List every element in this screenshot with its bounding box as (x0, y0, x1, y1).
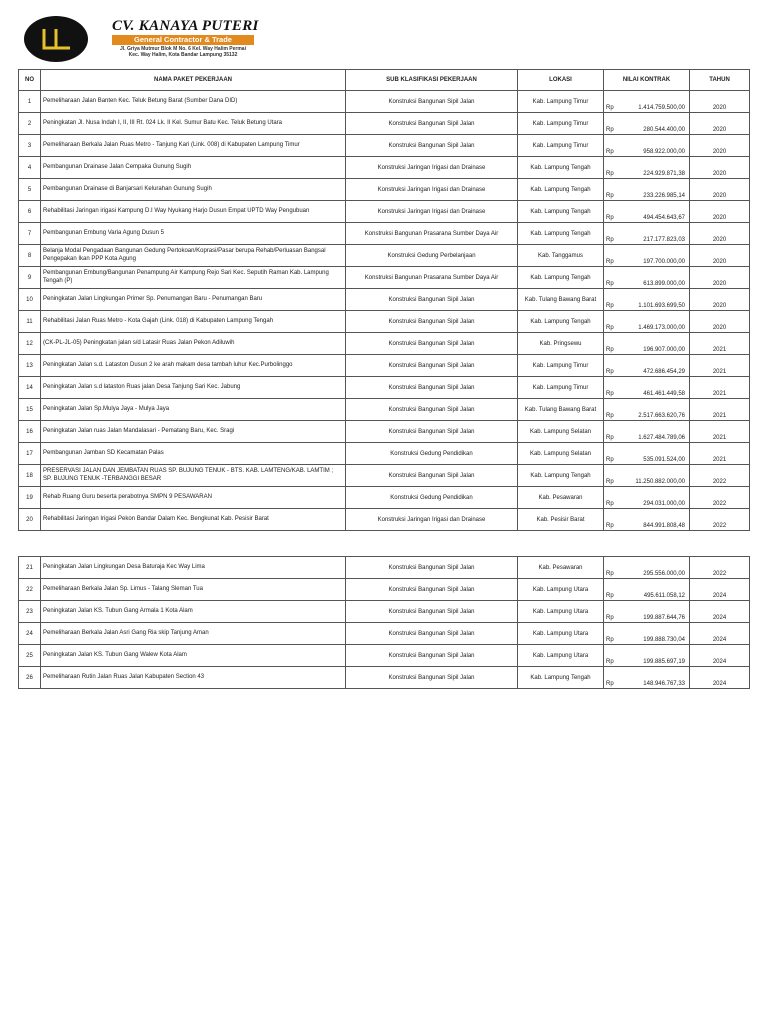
contract-year: 2020 (690, 113, 750, 135)
package-name: Pembangunan Jamban SD Kecamatan Palas (41, 443, 346, 465)
sub-classification: Konstruksi Bangunan Sipil Jalan (346, 399, 518, 421)
currency-label: Rp (606, 457, 614, 463)
contract-value (604, 333, 690, 355)
table-row (19, 557, 750, 579)
location: Kab. Lampung Timur (518, 377, 604, 399)
sub-classification: Konstruksi Bangunan Prasarana Sumber Daya Air (346, 267, 518, 289)
table-row (19, 223, 750, 245)
package-name: Pemeliharaan Rutin Jalan Ruas Jalan Kabupaten Section 43 (41, 667, 346, 689)
sub-classification: Konstruksi Bangunan Sipil Jalan (346, 465, 518, 487)
location: Kab. Lampung Tengah (518, 179, 604, 201)
contract-amount: 535.091.524,00 (643, 457, 685, 463)
row-number: 1 (19, 91, 41, 113)
currency-label: Rp (606, 149, 614, 155)
location: Kab. Lampung Tengah (518, 223, 604, 245)
contract-amount: 472.686.454,29 (643, 369, 685, 375)
contract-value (604, 289, 690, 311)
package-name: Pemeliharaan Berkala Jalan Ruas Metro - Tanjung Kari (Link. 008) di Kabupaten Lampung Timur (41, 135, 346, 157)
contract-value (604, 645, 690, 667)
contract-value (604, 667, 690, 689)
address-line-2: Kec. Way Halim, Kota Bandar Lampung 35132 (128, 52, 238, 58)
contract-amount: 461.461.449,58 (643, 391, 685, 397)
contract-year: 2022 (690, 557, 750, 579)
package-name: Peningkatan Jalan Lingkungan Primer Sp. Penumangan Baru - Penumangan Baru (41, 289, 346, 311)
location: Kab. Lampung Utara (518, 645, 604, 667)
sub-classification: Konstruksi Jaringan Irigasi dan Drainase (346, 509, 518, 531)
package-name: Pemeliharaan Berkala Jalan Asri Gang Ria skip Tanjung Aman (41, 623, 346, 645)
contract-table-page-2 (18, 556, 750, 689)
sub-classification: Konstruksi Gedung Pendidikan (346, 443, 518, 465)
table-row (19, 623, 750, 645)
contract-amount: 148.946.767,33 (643, 681, 685, 687)
contract-value (604, 623, 690, 645)
company-logo (24, 16, 88, 62)
row-number: 4 (19, 157, 41, 179)
package-name: Peningkatan Jalan Lingkungan Desa Baturaja Kec Way Lima (41, 557, 346, 579)
sub-classification: Konstruksi Bangunan Sipil Jalan (346, 579, 518, 601)
contract-amount: 958.922.000,00 (643, 149, 685, 155)
sub-classification: Konstruksi Gedung Pendidikan (346, 487, 518, 509)
sub-classification: Konstruksi Bangunan Prasarana Sumber Daya Air (346, 223, 518, 245)
location: Kab. Lampung Utara (518, 601, 604, 623)
contract-year: 2021 (690, 355, 750, 377)
table-row (19, 311, 750, 333)
company-name: CV. KANAYA PUTERI (112, 18, 259, 34)
contract-value (604, 179, 690, 201)
currency-label: Rp (606, 501, 614, 507)
row-number: 24 (19, 623, 41, 645)
package-name: Peningkatan Jalan s.d. Lataston Dusun 2 ke arah makam desa tambah luhur Kec.Purbolinggo (41, 355, 346, 377)
sub-classification: Konstruksi Jaringan Irigasi dan Drainase (346, 157, 518, 179)
sub-classification: Konstruksi Jaringan Irigasi dan Drainase (346, 201, 518, 223)
currency-label: Rp (606, 369, 614, 375)
contract-value (604, 377, 690, 399)
header-contract-value: NILAI KONTRAK (604, 70, 690, 91)
contract-value (604, 487, 690, 509)
company-address (112, 46, 254, 58)
contract-year: 2021 (690, 377, 750, 399)
contract-amount: 217.177.823,03 (643, 237, 685, 243)
contract-year: 2021 (690, 399, 750, 421)
package-name: Rehabilitasi Jaringan Irigasi Pekon Bandar Dalam Kec. Bengkunat Kab. Pesisir Barat (41, 509, 346, 531)
sub-classification: Konstruksi Bangunan Sipil Jalan (346, 645, 518, 667)
currency-label: Rp (606, 127, 614, 133)
currency-label: Rp (606, 523, 614, 529)
package-name: Pembangunan Embung Varia Agung Dusun 5 (41, 223, 346, 245)
contract-amount: 295.556.000,00 (643, 571, 685, 577)
package-name: Peningkatan Jalan ruas Jalan Mandalasari - Pematang Baru, Kec. Sragi (41, 421, 346, 443)
sub-classification: Konstruksi Jaringan Irigasi dan Drainase (346, 179, 518, 201)
currency-label: Rp (606, 637, 614, 643)
contract-value (604, 311, 690, 333)
currency-label: Rp (606, 325, 614, 331)
table-header-row (19, 70, 750, 91)
currency-label: Rp (606, 105, 614, 111)
contract-amount: 1.627.484.789,06 (638, 435, 685, 441)
package-name: Peningkatan Jalan KS. Tubun Gang Armala 1 Kota Alam (41, 601, 346, 623)
contract-year: 2021 (690, 443, 750, 465)
sub-classification: Konstruksi Bangunan Sipil Jalan (346, 421, 518, 443)
location: Kab. Pesawaran (518, 487, 604, 509)
table-row (19, 487, 750, 509)
table-row (19, 667, 750, 689)
table-row (19, 509, 750, 531)
contract-year: 2020 (690, 201, 750, 223)
contract-amount: 1.101.693.699,50 (638, 303, 685, 309)
contract-year: 2020 (690, 311, 750, 333)
row-number: 11 (19, 311, 41, 333)
row-number: 7 (19, 223, 41, 245)
location: Kab. Lampung Tengah (518, 267, 604, 289)
contract-year: 2024 (690, 623, 750, 645)
contract-value (604, 601, 690, 623)
sub-classification: Konstruksi Bangunan Sipil Jalan (346, 623, 518, 645)
address-line-1: Jl. Griya Mutmur Blok M No. 6 Kel. Way Halim Permai (120, 46, 246, 52)
contract-amount: 1.469.173.000,00 (638, 325, 685, 331)
location: Kab. Lampung Utara (518, 579, 604, 601)
currency-label: Rp (606, 347, 614, 353)
contract-year: 2020 (690, 267, 750, 289)
contract-amount: 495.611.058,12 (643, 593, 685, 599)
table-row (19, 267, 750, 289)
sub-classification: Konstruksi Bangunan Sipil Jalan (346, 311, 518, 333)
row-number: 9 (19, 267, 41, 289)
sub-classification: Konstruksi Bangunan Sipil Jalan (346, 355, 518, 377)
contract-amount: 844.991.808,48 (643, 523, 685, 529)
contract-year: 2020 (690, 245, 750, 267)
location: Kab. Lampung Utara (518, 623, 604, 645)
contract-value (604, 157, 690, 179)
contract-amount: 494.454.643,67 (643, 215, 685, 221)
row-number: 13 (19, 355, 41, 377)
currency-label: Rp (606, 659, 614, 665)
sub-classification: Konstruksi Bangunan Sipil Jalan (346, 667, 518, 689)
contract-year: 2024 (690, 645, 750, 667)
row-number: 3 (19, 135, 41, 157)
row-number: 19 (19, 487, 41, 509)
contract-value (604, 91, 690, 113)
table-row (19, 377, 750, 399)
package-name: Pemeliharaan Jalan Banten Kec. Teluk Betung Barat (Sumber Dana DID) (41, 91, 346, 113)
row-number: 20 (19, 509, 41, 531)
currency-label: Rp (606, 281, 614, 287)
table-row (19, 399, 750, 421)
row-number: 21 (19, 557, 41, 579)
row-number: 22 (19, 579, 41, 601)
table-row (19, 421, 750, 443)
contract-value (604, 399, 690, 421)
row-number: 5 (19, 179, 41, 201)
contract-table-page-1 (18, 69, 750, 531)
package-name: (CK-PL-JL-05) Peningkatan jalan s/d Latasir Ruas Jalan Pekon Adiluwih (41, 333, 346, 355)
contract-amount: 199.887.644,76 (643, 615, 685, 621)
row-number: 6 (19, 201, 41, 223)
contract-year: 2020 (690, 289, 750, 311)
location: Kab. Lampung Timur (518, 355, 604, 377)
sub-classification: Konstruksi Bangunan Sipil Jalan (346, 135, 518, 157)
contract-value (604, 201, 690, 223)
row-number: 15 (19, 399, 41, 421)
table-row (19, 201, 750, 223)
contract-year: 2022 (690, 509, 750, 531)
location: Kab. Tulang Bawang Barat (518, 399, 604, 421)
contract-value (604, 509, 690, 531)
location: Kab. Pringsewu (518, 333, 604, 355)
package-name: Peningkatan Jalan KS. Tubun Gang Walew Kota Alam (41, 645, 346, 667)
sub-classification: Konstruksi Bangunan Sipil Jalan (346, 377, 518, 399)
sub-classification: Konstruksi Gedung Perbelanjaan (346, 245, 518, 267)
location: Kab. Lampung Selatan (518, 443, 604, 465)
header-no: NO (19, 70, 41, 91)
package-name: Pembangunan Embung/Bangunan Penampung Air Kampung Rejo Sari Kec. Seputih Raman Kab. Lampung Tengah (P) (41, 267, 346, 289)
package-name: Pemeliharaan Berkala Jalan Sp. Limus - Talang Sleman Tua (41, 579, 346, 601)
currency-label: Rp (606, 571, 614, 577)
contract-amount: 199.885.697,19 (643, 659, 685, 665)
location: Kab. Lampung Tengah (518, 201, 604, 223)
sub-classification: Konstruksi Bangunan Sipil Jalan (346, 91, 518, 113)
currency-label: Rp (606, 303, 614, 309)
contract-amount: 197.700.000,00 (643, 259, 685, 265)
sub-classification: Konstruksi Bangunan Sipil Jalan (346, 333, 518, 355)
contract-year: 2020 (690, 179, 750, 201)
table-row (19, 355, 750, 377)
package-name: Pembangunan Drainase Jalan Cempaka Gunung Sugih (41, 157, 346, 179)
currency-label: Rp (606, 681, 614, 687)
row-number: 25 (19, 645, 41, 667)
package-name: Pembangunan Drainase di Banjarsari Kelurahan Gunung Sugih (41, 179, 346, 201)
package-name: Belanja Modal Pengadaan Bangunan Gedung Pertokoan/Koprasi/Pasar berupa Rehab/Perluasan Bangsal Pengepakan Ikan PPP Kota Agung (41, 245, 346, 267)
contract-year: 2020 (690, 91, 750, 113)
contract-amount: 196.907.000,00 (643, 347, 685, 353)
contract-value (604, 113, 690, 135)
contract-amount: 1.414.759.500,00 (638, 105, 685, 111)
location: Kab. Lampung Tengah (518, 465, 604, 487)
contract-year: 2024 (690, 667, 750, 689)
package-name: Peningkatan Jalan Sp.Mulya Jaya - Mulya Jaya (41, 399, 346, 421)
package-name: Rehabilitasi Jaringan irigasi Kampung D.I Way Nyukang Harjo Dusun Empat UPTD Way Pengubuan (41, 201, 346, 223)
currency-label: Rp (606, 593, 614, 599)
table-row (19, 113, 750, 135)
row-number: 18 (19, 465, 41, 487)
row-number: 12 (19, 333, 41, 355)
table-row (19, 443, 750, 465)
package-name: PRESERVASI JALAN DAN JEMBATAN RUAS SP. BUJUNG TENUK - BTS. KAB. LAMTENG/KAB. LAMTIM ; SP. BUJUNG TENUK -TERBANGGI BESAR (41, 465, 346, 487)
company-tagline: General Contractor & Trade (112, 35, 254, 45)
location: Kab. Tulang Bawang Barat (518, 289, 604, 311)
currency-label: Rp (606, 615, 614, 621)
row-number: 16 (19, 421, 41, 443)
currency-label: Rp (606, 237, 614, 243)
row-number: 2 (19, 113, 41, 135)
location: Kab. Lampung Selatan (518, 421, 604, 443)
package-name: Peningkatan Jalan s.d lataston Ruas jalan Desa Tanjung Sari Kec. Jabung (41, 377, 346, 399)
location: Kab. Lampung Timur (518, 113, 604, 135)
currency-label: Rp (606, 391, 614, 397)
contract-year: 2022 (690, 465, 750, 487)
currency-label: Rp (606, 193, 614, 199)
location: Kab. Tanggamus (518, 245, 604, 267)
row-number: 10 (19, 289, 41, 311)
row-number: 23 (19, 601, 41, 623)
header-location: LOKASI (518, 70, 604, 91)
package-name: Rehabilitasi Jalan Ruas Metro - Kota Gajah (Link. 018) di Kabupaten Lampung Tengah (41, 311, 346, 333)
header-package-name: NAMA PAKET PEKERJAAN (41, 70, 346, 91)
contract-value (604, 579, 690, 601)
contract-year: 2021 (690, 421, 750, 443)
location: Kab. Lampung Tengah (518, 157, 604, 179)
currency-label: Rp (606, 435, 614, 441)
contract-value (604, 135, 690, 157)
table-row (19, 579, 750, 601)
header-sub-classification: SUB KLASIFIKASI PEKERJAAN (346, 70, 518, 91)
contract-year: 2022 (690, 487, 750, 509)
contract-year: 2021 (690, 333, 750, 355)
table-row (19, 245, 750, 267)
row-number: 8 (19, 245, 41, 267)
sub-classification: Konstruksi Bangunan Sipil Jalan (346, 557, 518, 579)
location: Kab. Lampung Tengah (518, 311, 604, 333)
row-number: 26 (19, 667, 41, 689)
contract-amount: 233.226.985,14 (643, 193, 685, 199)
letterhead (20, 14, 280, 66)
location: Kab. Lampung Tengah (518, 667, 604, 689)
contract-year: 2024 (690, 601, 750, 623)
package-name: Peningkatan Jl. Nusa Indah I, II, III Rt. 024 Lk. II Kel. Sumur Batu Kec. Teluk Betung Utara (41, 113, 346, 135)
contract-value (604, 245, 690, 267)
row-number: 17 (19, 443, 41, 465)
currency-label: Rp (606, 259, 614, 265)
currency-label: Rp (606, 215, 614, 221)
contract-year: 2024 (690, 579, 750, 601)
table-row (19, 645, 750, 667)
contract-amount: 11.250.882.000,00 (635, 479, 685, 485)
contract-year: 2020 (690, 223, 750, 245)
contract-amount: 199.888.730,04 (643, 637, 685, 643)
table-row (19, 135, 750, 157)
header-year: TAHUN (690, 70, 750, 91)
table-row (19, 465, 750, 487)
table-row (19, 601, 750, 623)
contract-value (604, 465, 690, 487)
contract-value (604, 355, 690, 377)
contract-amount: 280.544.400,00 (643, 127, 685, 133)
sub-classification: Konstruksi Bangunan Sipil Jalan (346, 601, 518, 623)
location: Kab. Lampung Timur (518, 91, 604, 113)
table-row (19, 179, 750, 201)
contract-amount: 224.929.871,38 (643, 171, 685, 177)
currency-label: Rp (606, 479, 614, 485)
table-row (19, 91, 750, 113)
contract-value (604, 421, 690, 443)
location: Kab. Lampung Timur (518, 135, 604, 157)
contract-value (604, 443, 690, 465)
location: Kab. Pesawaran (518, 557, 604, 579)
table-row (19, 157, 750, 179)
location: Kab. Pesisir Barat (518, 509, 604, 531)
contract-value (604, 223, 690, 245)
contract-year: 2020 (690, 157, 750, 179)
row-number: 14 (19, 377, 41, 399)
logo-ll-icon (42, 28, 72, 50)
currency-label: Rp (606, 171, 614, 177)
contract-amount: 294.031.000,00 (643, 501, 685, 507)
contract-amount: 2.517.663.620,76 (638, 413, 685, 419)
table-row (19, 289, 750, 311)
contract-amount: 613.899.000,00 (643, 281, 685, 287)
sub-classification: Konstruksi Bangunan Sipil Jalan (346, 113, 518, 135)
currency-label: Rp (606, 413, 614, 419)
contract-year: 2020 (690, 135, 750, 157)
table-row (19, 333, 750, 355)
package-name: Rehab Ruang Guru beserta perabotnya SMPN 9 PESAWARAN (41, 487, 346, 509)
sub-classification: Konstruksi Bangunan Sipil Jalan (346, 289, 518, 311)
contract-value (604, 267, 690, 289)
contract-value (604, 557, 690, 579)
